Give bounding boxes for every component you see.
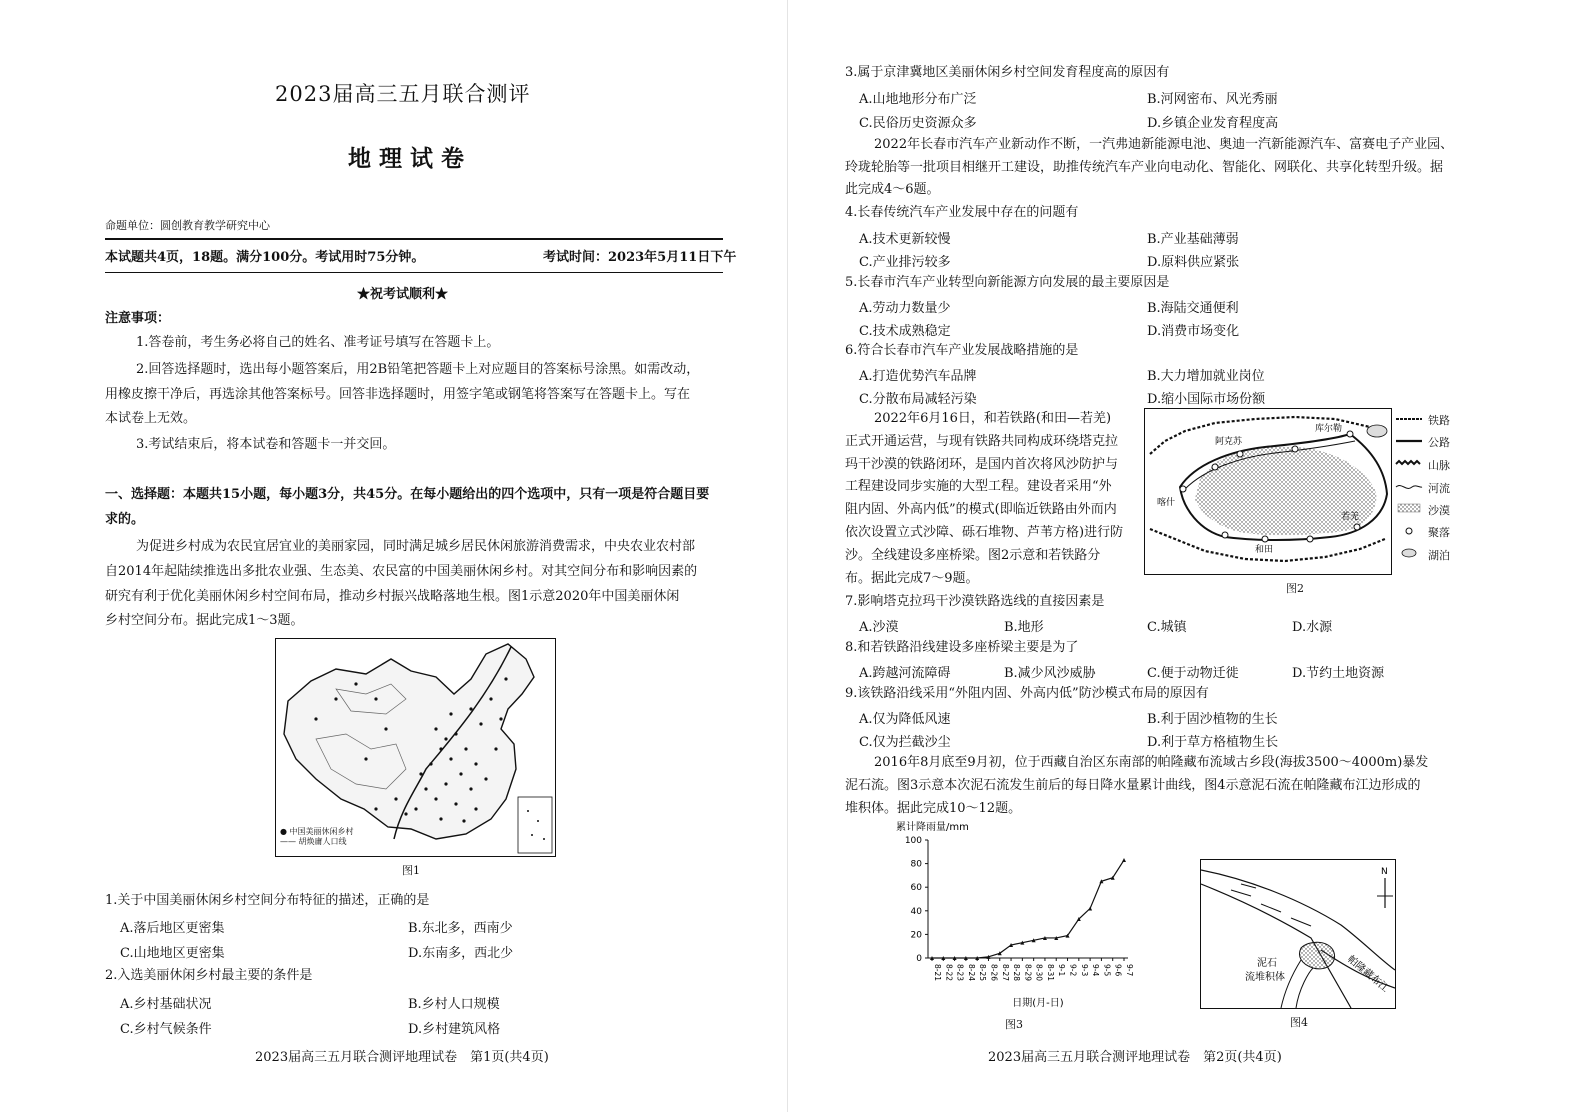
note-1: 1.答卷前，考生务必将自己的姓名、准考证号填写在答题卡上。 <box>136 335 500 350</box>
question-5: 5.长春市汽车产业转型向新能源方向发展的最主要原因是 <box>845 275 1170 290</box>
legend-road: 公路 <box>1428 436 1450 449</box>
q7-option-b[interactable]: B.地形 <box>1004 620 1044 635</box>
x-tick-label: 8-23 <box>955 964 965 982</box>
map-legend-hu-line: —— 胡焕庸人口线 <box>280 837 347 846</box>
china-map-drawing <box>276 639 555 856</box>
figure-3-chart <box>892 818 1152 1012</box>
exam-unit: 命题单位：圆创教育教学研究中心 <box>105 219 270 232</box>
q2-option-b[interactable]: B.乡村人口规模 <box>408 997 500 1012</box>
exam-title: 2023届高三五月联合测评 <box>275 82 531 106</box>
figure-4-caption: 图4 <box>1290 1016 1308 1029</box>
rainfall-series-line <box>932 860 1124 958</box>
legend-desert: 沙漠 <box>1428 504 1450 517</box>
question-8: 8.和若铁路沿线建设多座桥梁主要是为了 <box>845 640 1079 655</box>
x-tick-label: 8-24 <box>966 964 976 982</box>
passage-3-line-1: 2022年6月16日，和若铁路(和田—若羌) <box>874 411 1112 426</box>
y-tick-label: 100 <box>904 836 922 846</box>
map-legend-villages: ● 中国美丽休闲乡村 <box>280 827 354 836</box>
q5-option-a[interactable]: A.劳动力数量少 <box>859 301 951 316</box>
map2-label-aksu: 阿克苏 <box>1215 437 1243 447</box>
q1-option-a[interactable]: A.落后地区更密集 <box>120 921 225 936</box>
exam-subtitle: 地理试卷 <box>348 145 472 172</box>
q9-option-c[interactable]: C.仅为拦截沙尘 <box>859 735 951 750</box>
q3-option-d[interactable]: D.乡镇企业发育程度高 <box>1147 116 1279 131</box>
legend-river: 河流 <box>1428 482 1450 495</box>
q7-option-d[interactable]: D.水源 <box>1292 620 1333 635</box>
figure-4-diagram <box>1200 859 1396 1009</box>
q4-option-d[interactable]: D.原料供应紧张 <box>1147 255 1240 270</box>
note-3: 3.考试结束后，将本试卷和答题卡一并交回。 <box>136 437 396 452</box>
question-9: 9.该铁路沿线采用“外阻内固、外高内低”防沙模式布局的原因有 <box>845 686 1209 701</box>
x-tick-label: 8-31 <box>1045 964 1055 982</box>
y-tick-label: 40 <box>910 906 922 917</box>
question-4: 4.长春传统汽车产业发展中存在的问题有 <box>845 205 1079 220</box>
y-tick-label: 60 <box>910 883 922 894</box>
x-tick-label: 9-5 <box>1102 964 1112 977</box>
x-tick-label: 9-2 <box>1068 964 1078 977</box>
passage-3-line-6: 依次设置立式沙障、砾石堆物、芦苇方格)进行防 <box>845 525 1124 540</box>
x-tick-label: 8-27 <box>1000 964 1010 982</box>
q1-option-d[interactable]: D.东南多，西北少 <box>408 946 514 961</box>
passage-3-line-4: 工程建设同步实施的大型工程。建设者采用“外 <box>845 479 1112 494</box>
debris-label-line-2: 流堆积体 <box>1245 972 1285 983</box>
x-tick-label: 8-26 <box>989 964 999 982</box>
q8-option-a[interactable]: A.跨越河流障碍 <box>859 666 951 681</box>
q9-option-a[interactable]: A.仅为降低风速 <box>859 712 951 727</box>
figure-2-caption: 图2 <box>1286 582 1304 595</box>
q8-option-b[interactable]: B.减少风沙威胁 <box>1004 666 1096 681</box>
figure-3-caption: 图3 <box>1005 1018 1023 1031</box>
map2-label-ruoqiang: 若羌 <box>1341 512 1360 522</box>
y-tick-label: 80 <box>910 859 922 870</box>
intro-line-1: 为促进乡村成为农民宜居宜业的美丽家园，同时满足城乡居民休闲旅游消费需求，中央农业农村部 <box>136 539 696 554</box>
q5-option-c[interactable]: C.技术成熟稳定 <box>859 324 951 339</box>
question-3: 3.属于京津冀地区美丽休闲乡村空间发育程度高的原因有 <box>845 65 1170 80</box>
passage-3-line-5: 阻内固、外高内低”的模式(即临近铁路由外而内 <box>845 502 1117 517</box>
y-tick-label: 0 <box>916 954 922 964</box>
intro-line-2: 自2014年起陆续推选出多批农业强、生态美、农民富的中国美丽休闲乡村。对其空间分布和影响因素的 <box>105 564 698 579</box>
note-2c: 本试卷上无效。 <box>105 411 197 426</box>
x-tick-label: 8-28 <box>1012 964 1022 982</box>
rainfall-point <box>1088 906 1092 910</box>
header-rule-2 <box>105 272 723 273</box>
q2-option-a[interactable]: A.乡村基础状况 <box>120 997 212 1012</box>
legend-lake: 湖泊 <box>1428 549 1450 562</box>
x-tick-label: 8-22 <box>944 964 954 982</box>
q5-option-b[interactable]: B.海陆交通便利 <box>1147 301 1239 316</box>
q4-option-a[interactable]: A.技术更新较慢 <box>859 232 951 247</box>
passage-4-line-2: 泥石流。图3示意本次泥石流发生前后的每日降水量累计曲线，图4示意泥石流在帕隆藏布江边形成的 <box>845 778 1421 793</box>
x-tick-label: 8-25 <box>978 964 988 982</box>
q7-option-a[interactable]: A.沙漠 <box>859 620 899 635</box>
question-6: 6.符合长春市汽车产业发展战略措施的是 <box>845 343 1079 358</box>
x-tick-label: 9-3 <box>1079 964 1089 977</box>
intro-line-3: 研究有利于优化美丽休闲乡村空间布局，推动乡村振兴战略落地生根。图1示意2020年中国美丽休闲 <box>105 589 680 604</box>
q5-option-d[interactable]: D.消费市场变化 <box>1147 324 1240 339</box>
q4-option-c[interactable]: C.产业排污较多 <box>859 255 951 270</box>
page-right <box>792 0 1583 1112</box>
q9-option-b[interactable]: B.利于固沙植物的生长 <box>1147 712 1278 727</box>
exam-info-left: 本试题共4页，18题。满分100分。考试用时75分钟。 <box>105 250 425 265</box>
chart-title: 累计降雨量/mm <box>896 822 969 833</box>
q6-option-a[interactable]: A.打造优势汽车品牌 <box>859 369 977 384</box>
legend-settlement: 聚落 <box>1428 526 1450 539</box>
q2-option-c[interactable]: C.乡村气候条件 <box>120 1022 212 1037</box>
notes-title: 注意事项： <box>105 311 171 326</box>
passage-3-line-3: 玛干沙漠的铁路闭环，是国内首次将风沙防护与 <box>845 457 1119 472</box>
q8-option-c[interactable]: C.便于动物迁徙 <box>1147 666 1239 681</box>
rainfall-point <box>1122 858 1126 862</box>
legend-symbols <box>1394 410 1424 570</box>
q3-option-c[interactable]: C.民俗历史资源众多 <box>859 116 977 131</box>
north-arrow-label: N <box>1381 867 1388 877</box>
debris-label-line-1: 泥石 <box>1257 958 1277 969</box>
q9-option-d[interactable]: D.利于草方格植物生长 <box>1147 735 1279 750</box>
note-2a: 2.回答选择题时，选出每小题答案后，用2B铅笔把答题卡上对应题目的答案标号涂黑。如需改动， <box>136 362 700 377</box>
x-axis-label: 日期(月-日) <box>1012 998 1064 1009</box>
q1-option-c[interactable]: C.山地地区更密集 <box>120 946 225 961</box>
passage-2-line-3: 此完成4～6题。 <box>845 182 940 197</box>
q1-option-b[interactable]: B.东北多，西南少 <box>408 921 513 936</box>
x-tick-label: 8-21 <box>933 964 942 982</box>
passage-4-line-3: 堆积体。据此完成10～12题。 <box>845 801 1022 816</box>
passage-2-line-1: 2022年长春市汽车产业新动作不断，一汽弗迪新能源电池、奥迪一汽新能源汽车、富赛电子产业园、 <box>874 137 1454 152</box>
x-tick-label: 8-30 <box>1034 964 1044 982</box>
section-heading-b: 求的。 <box>105 512 145 527</box>
q6-option-c[interactable]: C.分散布局减轻污染 <box>859 392 977 407</box>
page-2-footer: 2023届高三五月联合测评地理试卷 第2页(共4页) <box>988 1050 1282 1065</box>
x-tick-label: 9-1 <box>1057 964 1067 977</box>
legend-rail: 铁路 <box>1428 414 1450 427</box>
map2-label-korla: 库尔勒 <box>1315 424 1343 434</box>
x-tick-label: 9-6 <box>1113 964 1123 977</box>
question-7: 7.影响塔克拉玛干沙漠铁路选线的直接因素是 <box>845 594 1105 609</box>
q4-option-b[interactable]: B.产业基础薄弱 <box>1147 232 1239 247</box>
map-legend <box>280 827 354 847</box>
passage-2-line-2: 玲珑轮胎等一批项目相继开工建设，助推传统汽车产业向电动化、智能化、网联化、共享化转型升级。据 <box>845 160 1444 175</box>
debris-flow-drawing <box>1201 860 1395 1008</box>
q6-option-d[interactable]: D.缩小国际市场份额 <box>1147 392 1266 407</box>
tarim-map-drawing <box>1145 409 1391 574</box>
q3-option-a[interactable]: A.山地地形分布广泛 <box>859 92 977 107</box>
figure-1-caption: 图1 <box>402 864 420 877</box>
passage-4-line-1: 2016年8月底至9月初，位于西藏自治区东南部的帕隆藏布流域古乡段(海拔3500～4000m)暴发 <box>874 755 1429 770</box>
luck-line: ★祝考试顺利★ <box>357 287 449 302</box>
section-heading-a: 一、选择题：本题共15小题，每小题3分，共45分。在每小题给出的四个选项中，只有一项是符合题目要 <box>105 487 710 502</box>
legend-mountain: 山脉 <box>1428 459 1450 472</box>
river-label: 帕隆藏布江 <box>1345 953 1391 995</box>
figure-2-legend <box>1394 410 1464 570</box>
passage-3-line-2: 正式开通运营，与现有铁路共同构成环绕塔克拉 <box>845 434 1119 449</box>
x-tick-label: 9-4 <box>1091 964 1101 977</box>
passage-3-line-7: 沙。全线建设多座桥梁。图2示意和若铁路分 <box>845 548 1101 563</box>
y-tick-label: 20 <box>910 930 922 941</box>
rainfall-chart <box>892 818 1152 1012</box>
map2-label-hotan: 和田 <box>1255 545 1274 555</box>
question-1: 1.关于中国美丽休闲乡村空间分布特征的描述，正确的是 <box>105 893 430 908</box>
x-tick-label: 8-29 <box>1023 964 1033 982</box>
page-1-footer: 2023届高三五月联合测评地理试卷 第1页(共4页) <box>255 1050 549 1065</box>
header-rule <box>105 238 723 240</box>
figure-1-map <box>275 638 556 857</box>
q3-option-b[interactable]: B.河网密布、风光秀丽 <box>1147 92 1278 107</box>
q6-option-b[interactable]: B.大力增加就业岗位 <box>1147 369 1265 384</box>
page-left <box>0 0 790 1112</box>
q8-option-d[interactable]: D.节约土地资源 <box>1292 666 1385 681</box>
question-2: 2.入选美丽休闲乡村最主要的条件是 <box>105 968 313 983</box>
x-tick-label: 9-7 <box>1125 964 1134 977</box>
q2-option-d[interactable]: D.乡村建筑风格 <box>408 1022 501 1037</box>
intro-line-4: 乡村空间分布。据此完成1～3题。 <box>105 613 304 628</box>
exam-info-right: 考试时间：2023年5月11日下午 <box>543 250 737 265</box>
figure-2-map <box>1144 408 1392 575</box>
passage-3-line-8: 布。据此完成7～9题。 <box>845 571 979 586</box>
note-2b: 用橡皮擦干净后，再选涂其他答案标号。回答非选择题时，用签字笔或钢笔将答案写在答题卡上。写在 <box>105 387 691 402</box>
q7-option-c[interactable]: C.城镇 <box>1147 620 1187 635</box>
map2-label-kashi: 喀什 <box>1157 498 1176 508</box>
